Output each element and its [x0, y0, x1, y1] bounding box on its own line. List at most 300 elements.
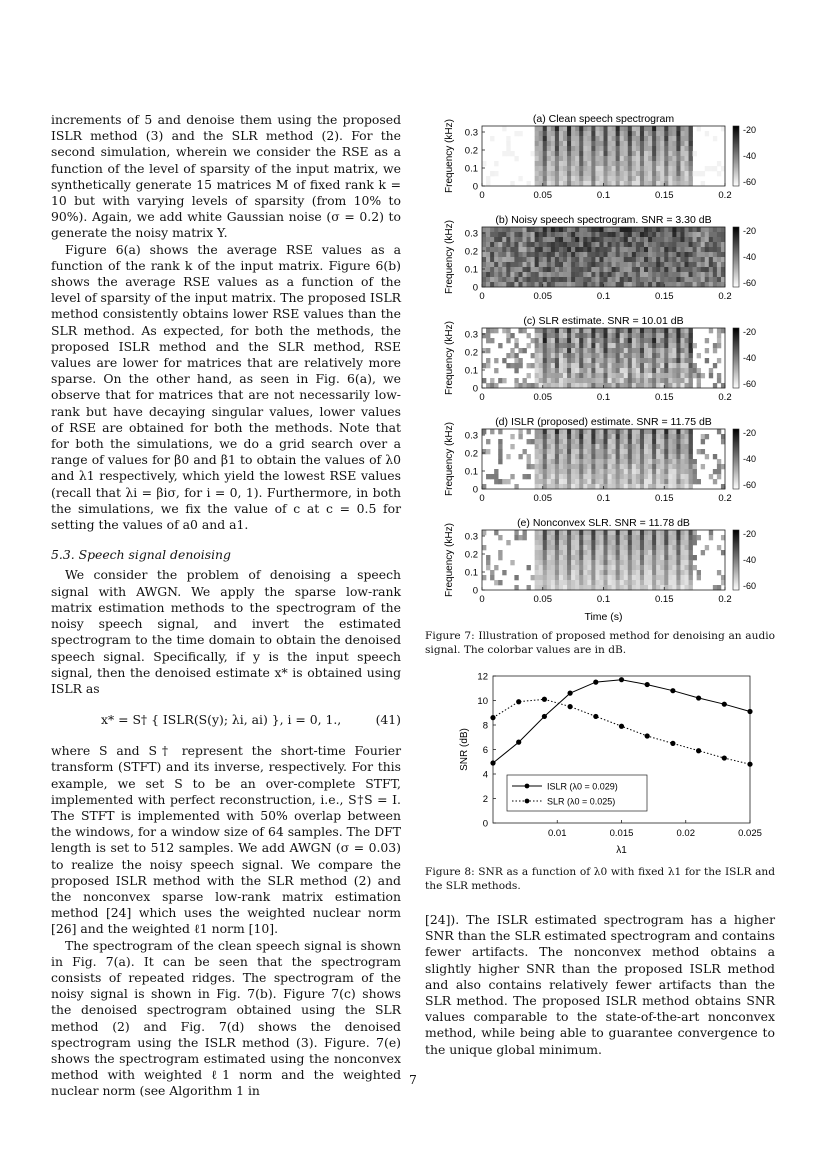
spectrogram-cell: [628, 474, 632, 479]
spectrogram-cell: [555, 540, 559, 545]
spectrogram-cell: [693, 232, 697, 237]
spectrogram-cell: [547, 570, 551, 575]
spectrogram-cell: [498, 237, 502, 242]
spectrogram-cell: [543, 575, 547, 580]
spectrogram-cell: [664, 560, 668, 565]
spectrogram-cell: [676, 146, 680, 151]
spectrogram-cell: [531, 464, 535, 469]
spectrogram-cell: [616, 459, 620, 464]
spectrogram-cell: [648, 151, 652, 156]
spectrogram-cell: [595, 242, 599, 247]
spectrogram-cell: [624, 348, 628, 353]
spectrogram-cell: [555, 171, 559, 176]
spectrogram-cell: [685, 474, 689, 479]
spectrogram-cell: [660, 151, 664, 156]
spectrogram-cell: [656, 348, 660, 353]
spectrogram-cell: [668, 262, 672, 267]
spectrogram-cell: [620, 232, 624, 237]
spectrogram-cell: [579, 171, 583, 176]
spectrogram-cell: [490, 378, 494, 383]
spectrogram-cell: [697, 479, 701, 484]
spectrogram-cell: [502, 262, 506, 267]
spectrogram-cell: [608, 232, 612, 237]
spectrogram-cell: [571, 131, 575, 136]
spectrogram-cell: [498, 242, 502, 247]
spectrogram-cell: [486, 252, 490, 257]
series-0-point: [619, 677, 624, 682]
spectrogram-cell: [680, 479, 684, 484]
spectrogram-cell: [640, 545, 644, 550]
spectrogram-cell: [583, 383, 587, 388]
spectrogram-cell: [547, 232, 551, 237]
spectrogram-cell: [567, 166, 571, 171]
spectrogram-cell: [709, 368, 713, 373]
spectrogram-cell: [608, 363, 612, 368]
spectrogram-cell: [636, 227, 640, 232]
spectrogram-cell: [510, 560, 514, 565]
spectrogram-cell: [648, 282, 652, 287]
spectrogram-cell: [591, 247, 595, 252]
spectrogram-cell: [680, 151, 684, 156]
spectrogram-cell: [604, 227, 608, 232]
spectrogram-cell: [551, 282, 555, 287]
spectrogram-cell: [648, 434, 652, 439]
spectrogram-cell: [599, 146, 603, 151]
spectrogram-cell: [693, 262, 697, 267]
spectrogram-cell: [640, 146, 644, 151]
spectrogram-cell: [514, 363, 518, 368]
spectrogram-cell: [636, 459, 640, 464]
spectrogram-cell: [656, 227, 660, 232]
spectrogram-cell: [685, 459, 689, 464]
spectrogram-cell: [608, 247, 612, 252]
spectrogram-cell: [664, 348, 668, 353]
spectrogram-cell: [689, 530, 693, 535]
spectrogram-cell: [648, 353, 652, 358]
spectrogram-cell: [510, 474, 514, 479]
spectrogram-cell: [547, 550, 551, 555]
spectrogram-cell: [531, 151, 535, 156]
spectrogram-cell: [656, 131, 660, 136]
spectrogram-cell: [535, 126, 539, 131]
spectrogram-cell: [656, 429, 660, 434]
spectrogram-cell: [599, 156, 603, 161]
spectrogram-cell: [612, 474, 616, 479]
spectrogram-cell: [583, 333, 587, 338]
spectrogram-cell: [676, 151, 680, 156]
spectrogram-cell: [664, 141, 668, 146]
spectrogram-cell: [559, 267, 563, 272]
spectrogram-cell: [693, 464, 697, 469]
spectrogram-cell: [644, 469, 648, 474]
spectrogram-cell: [676, 348, 680, 353]
spectrogram-cell: [680, 161, 684, 166]
spectrogram-cell: [486, 449, 490, 454]
spectrogram-cell: [648, 166, 652, 171]
spectrogram-cell: [612, 151, 616, 156]
spectrogram-cell: [510, 444, 514, 449]
spectrogram-cell: [648, 545, 652, 550]
spectrogram-cell: [705, 338, 709, 343]
spectrogram-cell: [555, 474, 559, 479]
spectrogram-cell: [676, 333, 680, 338]
spectrogram-cell: [668, 368, 672, 373]
spectrogram-cell: [559, 358, 563, 363]
spectrogram-cell: [628, 171, 632, 176]
spectrogram-cell: [628, 338, 632, 343]
spectrogram-cell: [717, 252, 721, 257]
spectrogram-cell: [575, 126, 579, 131]
spectrogram-cell: [685, 242, 689, 247]
spectrogram-cell: [660, 156, 664, 161]
spectrogram-cell: [628, 237, 632, 242]
spectrogram-cell: [620, 333, 624, 338]
spectrogram-cell: [486, 338, 490, 343]
spectrogram-cell: [680, 429, 684, 434]
spectrogram-cell: [660, 363, 664, 368]
spectrogram-cell: [668, 272, 672, 277]
spectrogram-cell: [571, 575, 575, 580]
spectrogram-cell: [555, 358, 559, 363]
spectrogram-cell: [616, 267, 620, 272]
spectrogram-cell: [680, 272, 684, 277]
spectrogram-cell: [628, 585, 632, 590]
spectrogram-cell: [543, 479, 547, 484]
spectrogram-cell: [693, 242, 697, 247]
spectrogram-cell: [587, 146, 591, 151]
spectrogram-cell: [705, 227, 709, 232]
spectrogram-cell: [567, 378, 571, 383]
spectrogram-cell: [672, 358, 676, 363]
spectrogram-cell: [608, 469, 612, 474]
spectrogram-cell: [676, 449, 680, 454]
spectrogram-cell: [640, 343, 644, 348]
spectrogram-cell: [640, 161, 644, 166]
spectrogram-cell: [664, 151, 668, 156]
spectrogram-cell: [571, 237, 575, 242]
spectrogram-cell: [620, 444, 624, 449]
spectrogram-cell: [644, 434, 648, 439]
spectrogram-cell: [539, 151, 543, 156]
spectrogram-cell: [595, 580, 599, 585]
spectrogram-cell: [595, 328, 599, 333]
spectrogram-cell: [697, 267, 701, 272]
spectrogram-cell: [664, 161, 668, 166]
spectrogram-cell: [608, 383, 612, 388]
spectrogram-cell: [599, 161, 603, 166]
spectrogram-cell: [531, 353, 535, 358]
spectrogram-cell: [648, 176, 652, 181]
spectrogram-cell: [713, 267, 717, 272]
spectrogram-cell: [624, 429, 628, 434]
spectrogram-cell: [620, 580, 624, 585]
spectrogram-cell: [579, 439, 583, 444]
spectrogram-cell: [672, 545, 676, 550]
spectrogram-cell: [680, 232, 684, 237]
spectrogram-cell: [559, 449, 563, 454]
spectrogram-cell: [640, 237, 644, 242]
spectrogram-cell: [535, 454, 539, 459]
spectrogram-cell: [680, 363, 684, 368]
spectrogram-cell: [510, 252, 514, 257]
spectrogram-cell: [563, 383, 567, 388]
spectrogram-cell: [510, 242, 514, 247]
spectrogram-cell: [612, 540, 616, 545]
spectrogram-cell: [486, 247, 490, 252]
paragraph: We consider the problem of denoising a speech signal with AWGN. We apply the sparse low-rank matrix estimation methods to the spectrogram of the noisy speech signal, and invert the estimated spectrogram to the time domain to obtain the denoised speech signal. Specifically, if y is the input speech signal, then the denoised estimate x* is obtained using ISLR as: [51, 567, 401, 696]
spectrogram-cell: [620, 227, 624, 232]
spectrogram-cell: [591, 146, 595, 151]
spectrogram-cell: [571, 348, 575, 353]
spectrogram-cell: [660, 252, 664, 257]
spectrogram-cell: [547, 333, 551, 338]
spectrogram-cell: [672, 535, 676, 540]
spectrogram-cell: [612, 257, 616, 262]
spectrogram-cell: [636, 540, 640, 545]
spectrogram-cell: [535, 434, 539, 439]
spectrogram-cell: [648, 146, 652, 151]
spectrogram-cell: [604, 267, 608, 272]
spectrogram-cell: [636, 555, 640, 560]
spectrogram-cell: [620, 237, 624, 242]
y-axis-label: Frequency (kHz): [444, 220, 455, 294]
spectrogram-cell: [612, 575, 616, 580]
spectrogram-cell: [563, 156, 567, 161]
spectrogram-cell: [676, 585, 680, 590]
y-tick-label: 0.2: [464, 145, 478, 157]
spectrogram-cell: [624, 373, 628, 378]
spectrogram-cell: [551, 181, 555, 186]
spectrogram-cell: [498, 459, 502, 464]
spectrogram-cell: [579, 449, 583, 454]
spectrogram-cell: [502, 227, 506, 232]
spectrogram-cell: [664, 262, 668, 267]
spectrogram-cell: [531, 383, 535, 388]
spectrogram-cell: [664, 338, 668, 343]
spectrogram-cell: [559, 540, 563, 545]
spectrogram-cell: [676, 181, 680, 186]
spectrogram-cell: [551, 449, 555, 454]
spectrogram-cell: [575, 378, 579, 383]
spectrogram-cell: [563, 348, 567, 353]
spectrogram-cell: [591, 444, 595, 449]
spectrogram-cell: [575, 166, 579, 171]
spectrogram-cell: [604, 146, 608, 151]
spectrogram-cell: [664, 530, 668, 535]
spectrogram-cell: [640, 449, 644, 454]
colorbar-label: -60: [743, 177, 757, 187]
spectrogram-cell: [672, 131, 676, 136]
spectrogram-cell: [644, 474, 648, 479]
spectrogram-cell: [680, 580, 684, 585]
spectrogram-cell: [543, 353, 547, 358]
spectrogram-cell: [693, 171, 697, 176]
spectrogram-cell: [693, 272, 697, 277]
spectrogram-cell: [640, 272, 644, 277]
spectrogram-cell: [648, 378, 652, 383]
spectrogram-cell: [543, 247, 547, 252]
legend-label: SLR (λ0 = 0.025): [547, 796, 616, 807]
spectrogram-cell: [579, 161, 583, 166]
spectrogram-cell: [490, 237, 494, 242]
spectrogram-cell: [636, 267, 640, 272]
spectrogram-cell: [587, 333, 591, 338]
spectrogram-cell: [502, 242, 506, 247]
spectrogram-cell: [543, 328, 547, 333]
spectrogram-cell: [652, 444, 656, 449]
spectrogram-cell: [595, 277, 599, 282]
spectrogram-cell: [551, 267, 555, 272]
spectrogram-cell: [547, 555, 551, 560]
spectrogram-cell: [672, 449, 676, 454]
spectrogram-cell: [685, 338, 689, 343]
spectrogram-cell: [579, 358, 583, 363]
spectrogram-cell: [591, 131, 595, 136]
spectrogram-cell: [664, 429, 668, 434]
spectrogram-cell: [620, 171, 624, 176]
spectrogram-cell: [672, 151, 676, 156]
spectrogram-cell: [595, 353, 599, 358]
spectrogram-cell: [628, 570, 632, 575]
spectrogram-cell: [640, 434, 644, 439]
spectrogram-cell: [591, 449, 595, 454]
spectrogram-cell: [693, 257, 697, 262]
spectrogram-cell: [660, 348, 664, 353]
spectrogram-cell: [547, 141, 551, 146]
spectrogram-cell: [539, 358, 543, 363]
spectrogram-cell: [648, 570, 652, 575]
spectrogram-cell: [668, 353, 672, 358]
spectrogram-cell: [571, 181, 575, 186]
spectrogram-cell: [571, 429, 575, 434]
spectrogram-cell: [648, 242, 652, 247]
spectrogram-cell: [547, 151, 551, 156]
spectrogram-cell: [482, 378, 486, 383]
spectrogram-cell: [518, 348, 522, 353]
spectrogram-cell: [506, 232, 510, 237]
spectrogram-cell: [668, 141, 672, 146]
spectrogram-cell: [543, 141, 547, 146]
spectrogram-cell: [689, 555, 693, 560]
spectrogram-cell: [563, 444, 567, 449]
spectrogram-cell: [555, 328, 559, 333]
spectrogram-cell: [604, 540, 608, 545]
spectrogram-cell: [604, 151, 608, 156]
spectrogram-cell: [636, 272, 640, 277]
spectrogram-cell: [587, 439, 591, 444]
spectrogram-cell: [599, 333, 603, 338]
spectrogram-cell: [612, 348, 616, 353]
spectrogram-cell: [587, 247, 591, 252]
x-tick-label: 0.1: [596, 190, 611, 201]
spectrogram-cell: [636, 252, 640, 257]
spectrogram-cell: [494, 171, 498, 176]
spectrogram-cell: [624, 237, 628, 242]
spectrogram-cell: [567, 126, 571, 131]
spectrogram-cell: [676, 227, 680, 232]
spectrogram-cell: [664, 373, 668, 378]
spectrogram-cell: [628, 550, 632, 555]
spectrogram-cell: [535, 176, 539, 181]
spectrogram-cell: [676, 575, 680, 580]
spectrogram-cell: [620, 555, 624, 560]
spectrogram-cell: [539, 232, 543, 237]
spectrogram-cell: [599, 429, 603, 434]
spectrogram-cell: [539, 348, 543, 353]
spectrogram-cell: [583, 449, 587, 454]
spectrogram-cell: [575, 131, 579, 136]
spectrogram-cell: [664, 368, 668, 373]
spectrogram-cell: [676, 176, 680, 181]
spectrogram-cell: [636, 575, 640, 580]
spectrogram-cell: [539, 247, 543, 252]
spectrogram-cell: [652, 272, 656, 277]
spectrogram-cell: [656, 449, 660, 454]
spectrogram-cell: [693, 267, 697, 272]
spectrogram-cell: [636, 126, 640, 131]
spectrogram-cell: [604, 161, 608, 166]
x-tick-label: 0.015: [609, 828, 634, 839]
spectrogram-cell: [555, 141, 559, 146]
spectrogram-cell: [632, 560, 636, 565]
spectrogram-cell: [612, 171, 616, 176]
spectrogram-cell: [680, 585, 684, 590]
spectrogram-cell: [575, 262, 579, 267]
spectrogram-cell: [567, 262, 571, 267]
spectrogram-cell: [575, 227, 579, 232]
spectrogram-cell: [559, 363, 563, 368]
spectrogram-cell: [543, 358, 547, 363]
spectrogram-cell: [620, 363, 624, 368]
spectrogram-cell: [685, 333, 689, 338]
spectrogram-cell: [693, 363, 697, 368]
spectrogram-cell: [535, 131, 539, 136]
spectrogram-cell: [555, 227, 559, 232]
spectrogram-cell: [612, 373, 616, 378]
spectrogram-cell: [680, 444, 684, 449]
spectrogram-cell: [648, 141, 652, 146]
spectrogram-cell: [652, 570, 656, 575]
spectrogram-cell: [502, 378, 506, 383]
spectrogram-cell: [555, 565, 559, 570]
spectrogram-cell: [608, 282, 612, 287]
spectrogram-cell: [604, 338, 608, 343]
spectrogram-cell: [559, 535, 563, 540]
spectrogram-cell: [599, 272, 603, 277]
spectrogram-cell: [689, 247, 693, 252]
spectrogram-cell: [717, 585, 721, 590]
spectrogram-cell: [648, 444, 652, 449]
spectrogram-cell: [595, 575, 599, 580]
spectrogram-cell: [543, 383, 547, 388]
spectrogram-cell: [652, 181, 656, 186]
spectrogram-cell: [498, 449, 502, 454]
spectrogram-cell: [575, 242, 579, 247]
y-tick-label: 2: [482, 794, 488, 805]
spectrogram-cell: [624, 136, 628, 141]
spectrogram-cell: [583, 454, 587, 459]
spectrogram-cell: [648, 454, 652, 459]
spectrogram-cell: [599, 575, 603, 580]
spectrogram-cell: [506, 257, 510, 262]
spectrogram-cell: [644, 282, 648, 287]
spectrogram-cell: [563, 358, 567, 363]
spectrogram-cell: [676, 136, 680, 141]
spectrogram-cell: [587, 126, 591, 131]
spectrogram-cell: [604, 277, 608, 282]
spectrogram-cell: [571, 267, 575, 272]
spectrogram-cell: [636, 560, 640, 565]
